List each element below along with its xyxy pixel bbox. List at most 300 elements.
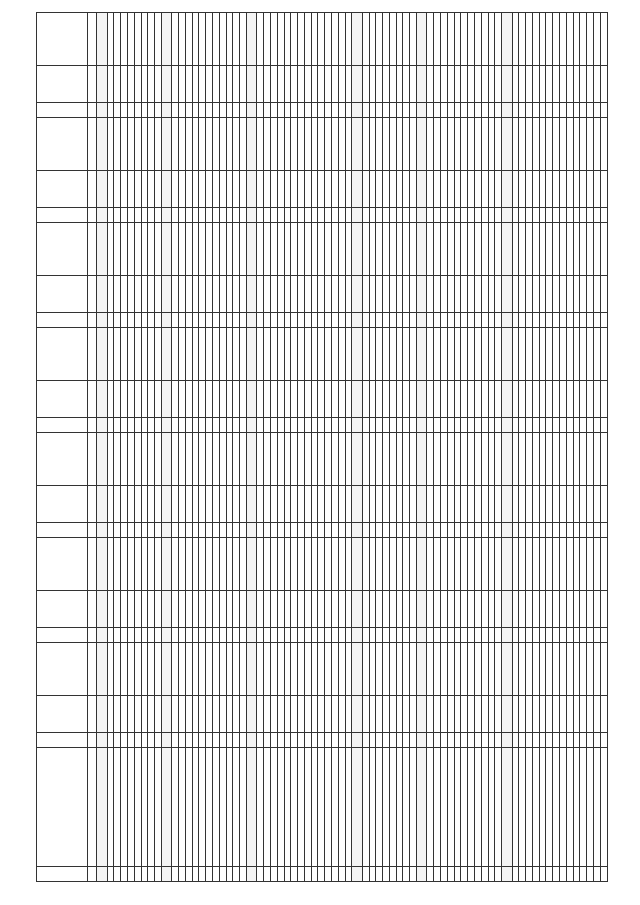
table-cell xyxy=(141,486,148,523)
table-cell xyxy=(434,13,441,66)
table-cell xyxy=(587,103,594,118)
table-cell xyxy=(532,208,539,223)
table-cell xyxy=(270,223,277,276)
table-cell xyxy=(291,313,298,328)
table-cell xyxy=(141,13,148,66)
table-cell xyxy=(447,733,454,748)
table-cell xyxy=(304,313,311,328)
table-cell xyxy=(134,748,141,867)
table-cell xyxy=(526,591,533,628)
table-cell xyxy=(114,208,121,223)
table-cell xyxy=(474,103,481,118)
table-cell xyxy=(206,381,213,418)
table-cell xyxy=(88,433,97,486)
table-cell xyxy=(88,103,97,118)
table-cell xyxy=(553,381,560,418)
table-cell xyxy=(141,523,148,538)
table-cell xyxy=(226,381,233,418)
table-cell xyxy=(199,328,206,381)
table-cell xyxy=(318,103,325,118)
table-cell xyxy=(233,418,240,433)
table-cell xyxy=(600,118,607,171)
table-cell xyxy=(233,696,240,733)
table-cell xyxy=(298,433,305,486)
table-cell xyxy=(172,418,179,433)
table-cell xyxy=(233,538,240,591)
table-cell xyxy=(560,208,567,223)
table-cell xyxy=(502,748,512,867)
table-cell xyxy=(185,381,192,418)
table-cell xyxy=(434,381,441,418)
table-cell xyxy=(219,486,226,523)
table-cell xyxy=(566,328,573,381)
table-cell xyxy=(291,538,298,591)
table-cell xyxy=(148,433,155,486)
table-cell xyxy=(362,171,369,208)
table-cell xyxy=(226,643,233,696)
table-cell xyxy=(172,696,179,733)
table-cell xyxy=(213,208,220,223)
table-row xyxy=(447,13,454,882)
table-cell xyxy=(461,118,468,171)
table-cell xyxy=(580,103,587,118)
table-cell xyxy=(376,223,383,276)
table-cell xyxy=(441,208,448,223)
table-cell xyxy=(474,171,481,208)
table-cell xyxy=(338,628,345,643)
table-cell xyxy=(454,523,461,538)
table-cell xyxy=(560,381,567,418)
table-cell xyxy=(427,418,434,433)
table-cell xyxy=(468,208,475,223)
table-cell xyxy=(121,66,128,103)
table-cell xyxy=(546,171,553,208)
table-cell xyxy=(369,381,376,418)
table-cell xyxy=(291,103,298,118)
table-cell xyxy=(553,118,560,171)
table-row xyxy=(127,13,134,882)
table-cell xyxy=(474,66,481,103)
table-cell xyxy=(481,748,488,867)
table-cell xyxy=(362,486,369,523)
table-cell xyxy=(526,538,533,591)
table-cell xyxy=(454,171,461,208)
table-cell xyxy=(291,523,298,538)
table-cell xyxy=(226,313,233,328)
table-cell xyxy=(219,867,226,882)
table-cell xyxy=(338,118,345,171)
table-row xyxy=(206,13,213,882)
table-cell xyxy=(580,418,587,433)
table-cell xyxy=(172,628,179,643)
table-cell xyxy=(311,103,318,118)
table-cell xyxy=(441,591,448,628)
table-cell xyxy=(114,523,121,538)
table-cell xyxy=(441,381,448,418)
table-cell xyxy=(240,591,247,628)
table-cell xyxy=(325,748,332,867)
table-row xyxy=(304,13,311,882)
table-cell xyxy=(338,486,345,523)
table-cell xyxy=(560,591,567,628)
table-cell xyxy=(403,171,410,208)
table-cell xyxy=(417,591,427,628)
table-cell xyxy=(88,628,97,643)
table-cell xyxy=(257,591,264,628)
table-cell xyxy=(403,103,410,118)
table-cell xyxy=(468,733,475,748)
table-cell xyxy=(37,538,88,591)
table-cell xyxy=(192,538,199,591)
table-cell xyxy=(539,523,546,538)
table-cell xyxy=(389,486,396,523)
table-row xyxy=(246,13,256,882)
table-cell xyxy=(114,381,121,418)
table-cell xyxy=(233,223,240,276)
table-row xyxy=(172,13,179,882)
table-cell xyxy=(488,171,495,208)
table-row xyxy=(291,13,298,882)
table-cell xyxy=(553,628,560,643)
table-cell xyxy=(311,748,318,867)
table-cell xyxy=(148,538,155,591)
table-cell xyxy=(37,208,88,223)
table-cell xyxy=(37,748,88,867)
table-cell xyxy=(427,103,434,118)
table-cell xyxy=(304,867,311,882)
table-cell xyxy=(495,276,502,313)
table-cell xyxy=(376,538,383,591)
table-cell xyxy=(369,328,376,381)
table-cell xyxy=(468,748,475,867)
table-cell xyxy=(383,591,390,628)
table-cell xyxy=(389,433,396,486)
table-cell xyxy=(298,538,305,591)
table-row xyxy=(213,13,220,882)
table-cell xyxy=(246,433,256,486)
table-cell xyxy=(107,13,114,66)
table-cell xyxy=(199,643,206,696)
table-cell xyxy=(240,381,247,418)
table-cell xyxy=(560,538,567,591)
table-cell xyxy=(593,208,600,223)
table-cell xyxy=(383,276,390,313)
table-cell xyxy=(155,523,162,538)
table-cell xyxy=(121,381,128,418)
table-cell xyxy=(199,223,206,276)
table-cell xyxy=(37,867,88,882)
table-cell xyxy=(427,328,434,381)
table-cell xyxy=(488,328,495,381)
table-cell xyxy=(298,733,305,748)
table-cell xyxy=(553,523,560,538)
table-cell xyxy=(219,118,226,171)
table-cell xyxy=(325,66,332,103)
table-cell xyxy=(107,381,114,418)
table-cell xyxy=(257,223,264,276)
table-cell xyxy=(417,208,427,223)
table-cell xyxy=(304,223,311,276)
table-cell xyxy=(185,643,192,696)
table-cell xyxy=(161,171,171,208)
table-cell xyxy=(88,328,97,381)
table-cell xyxy=(600,433,607,486)
table-cell xyxy=(434,171,441,208)
table-row xyxy=(298,13,305,882)
table-cell xyxy=(192,733,199,748)
table-cell xyxy=(566,171,573,208)
table-cell xyxy=(532,628,539,643)
table-cell xyxy=(264,381,271,418)
table-cell xyxy=(566,486,573,523)
table-cell xyxy=(192,696,199,733)
table-cell xyxy=(539,171,546,208)
table-cell xyxy=(495,696,502,733)
table-cell xyxy=(264,628,271,643)
table-cell xyxy=(277,313,284,328)
table-cell xyxy=(488,418,495,433)
table-row xyxy=(37,13,88,882)
table-cell xyxy=(97,733,107,748)
table-cell xyxy=(331,418,338,433)
table-cell xyxy=(206,733,213,748)
table-cell xyxy=(161,748,171,867)
table-cell xyxy=(383,328,390,381)
table-cell xyxy=(141,276,148,313)
table-cell xyxy=(185,523,192,538)
table-cell xyxy=(233,748,240,867)
table-cell xyxy=(454,328,461,381)
table-cell xyxy=(580,433,587,486)
table-row xyxy=(417,13,427,882)
table-cell xyxy=(338,643,345,696)
table-cell xyxy=(526,223,533,276)
table-cell xyxy=(488,208,495,223)
table-row xyxy=(519,13,526,882)
table-cell xyxy=(441,13,448,66)
table-cell xyxy=(345,867,352,882)
table-cell xyxy=(383,748,390,867)
table-cell xyxy=(270,643,277,696)
table-cell xyxy=(376,118,383,171)
table-cell xyxy=(291,748,298,867)
table-cell xyxy=(107,103,114,118)
table-cell xyxy=(580,696,587,733)
table-cell xyxy=(587,313,594,328)
table-cell xyxy=(434,733,441,748)
table-cell xyxy=(127,748,134,867)
table-cell xyxy=(155,867,162,882)
table-cell xyxy=(512,748,519,867)
table-cell xyxy=(331,628,338,643)
table-cell xyxy=(107,486,114,523)
table-cell xyxy=(97,628,107,643)
table-cell xyxy=(127,523,134,538)
table-cell xyxy=(403,643,410,696)
table-cell xyxy=(325,486,332,523)
table-cell xyxy=(148,208,155,223)
table-cell xyxy=(233,66,240,103)
table-cell xyxy=(546,591,553,628)
table-cell xyxy=(512,66,519,103)
table-cell xyxy=(383,418,390,433)
table-cell xyxy=(403,591,410,628)
table-cell xyxy=(291,591,298,628)
table-cell xyxy=(376,381,383,418)
table-cell xyxy=(532,591,539,628)
table-cell xyxy=(318,643,325,696)
table-cell xyxy=(338,591,345,628)
table-cell xyxy=(502,433,512,486)
table-cell xyxy=(192,208,199,223)
table-cell xyxy=(161,223,171,276)
table-cell xyxy=(213,748,220,867)
table-cell xyxy=(417,867,427,882)
table-cell xyxy=(37,381,88,418)
table-cell xyxy=(383,103,390,118)
table-cell xyxy=(257,418,264,433)
table-cell xyxy=(179,628,186,643)
table-cell xyxy=(298,486,305,523)
table-cell xyxy=(461,643,468,696)
table-cell xyxy=(427,696,434,733)
table-cell xyxy=(352,628,362,643)
table-cell xyxy=(257,276,264,313)
table-cell xyxy=(291,733,298,748)
table-cell xyxy=(199,276,206,313)
table-cell xyxy=(37,418,88,433)
table-cell xyxy=(172,523,179,538)
table-cell xyxy=(88,13,97,66)
table-cell xyxy=(389,66,396,103)
table-cell xyxy=(560,171,567,208)
table-cell xyxy=(481,171,488,208)
table-cell xyxy=(199,628,206,643)
table-cell xyxy=(468,328,475,381)
table-cell xyxy=(383,433,390,486)
table-cell xyxy=(474,418,481,433)
table-cell xyxy=(311,696,318,733)
table-cell xyxy=(179,118,186,171)
table-cell xyxy=(141,748,148,867)
table-cell xyxy=(277,867,284,882)
table-cell xyxy=(553,433,560,486)
table-cell xyxy=(172,171,179,208)
table-row xyxy=(179,13,186,882)
table-cell xyxy=(519,171,526,208)
table-row xyxy=(192,13,199,882)
table-row xyxy=(481,13,488,882)
table-cell xyxy=(219,696,226,733)
table-cell xyxy=(206,171,213,208)
table-cell xyxy=(134,381,141,418)
table-cell xyxy=(331,208,338,223)
table-cell xyxy=(593,433,600,486)
table-cell xyxy=(352,103,362,118)
table-cell xyxy=(277,733,284,748)
table-cell xyxy=(495,313,502,328)
table-cell xyxy=(410,66,417,103)
table-cell xyxy=(345,13,352,66)
table-cell xyxy=(161,208,171,223)
table-cell xyxy=(240,433,247,486)
table-cell xyxy=(481,628,488,643)
table-cell xyxy=(88,643,97,696)
table-row xyxy=(454,13,461,882)
table-cell xyxy=(114,696,121,733)
table-cell xyxy=(546,867,553,882)
table-cell xyxy=(199,13,206,66)
table-cell xyxy=(97,696,107,733)
table-cell xyxy=(560,696,567,733)
table-cell xyxy=(389,538,396,591)
table-cell xyxy=(546,418,553,433)
table-cell xyxy=(532,381,539,418)
table-cell xyxy=(546,276,553,313)
table-cell xyxy=(362,591,369,628)
table-cell xyxy=(468,643,475,696)
table-cell xyxy=(172,381,179,418)
table-cell xyxy=(206,276,213,313)
table-cell xyxy=(532,867,539,882)
table-cell xyxy=(219,13,226,66)
table-cell xyxy=(233,171,240,208)
table-cell xyxy=(352,276,362,313)
table-cell xyxy=(396,313,403,328)
table-cell xyxy=(352,867,362,882)
table-row xyxy=(376,13,383,882)
table-cell xyxy=(580,276,587,313)
table-cell xyxy=(573,538,580,591)
table-cell xyxy=(553,313,560,328)
table-cell xyxy=(155,13,162,66)
table-cell xyxy=(532,523,539,538)
table-cell xyxy=(441,276,448,313)
table-cell xyxy=(587,66,594,103)
table-cell xyxy=(121,486,128,523)
table-cell xyxy=(566,867,573,882)
table-cell xyxy=(127,208,134,223)
table-cell xyxy=(199,313,206,328)
table-cell xyxy=(298,171,305,208)
table-cell xyxy=(233,118,240,171)
table-cell xyxy=(468,867,475,882)
table-cell xyxy=(362,733,369,748)
table-cell xyxy=(185,733,192,748)
table-cell xyxy=(600,538,607,591)
table-cell xyxy=(311,538,318,591)
table-cell xyxy=(481,118,488,171)
table-cell xyxy=(403,867,410,882)
table-cell xyxy=(331,66,338,103)
table-cell xyxy=(277,381,284,418)
table-cell xyxy=(199,103,206,118)
table-cell xyxy=(519,276,526,313)
table-row xyxy=(468,13,475,882)
table-cell xyxy=(369,433,376,486)
table-cell xyxy=(206,66,213,103)
table-cell xyxy=(454,748,461,867)
table-cell xyxy=(600,223,607,276)
table-cell xyxy=(474,313,481,328)
table-cell xyxy=(97,208,107,223)
table-cell xyxy=(161,13,171,66)
table-cell xyxy=(580,66,587,103)
table-cell xyxy=(199,418,206,433)
table-cell xyxy=(519,223,526,276)
table-cell xyxy=(161,313,171,328)
table-cell xyxy=(233,591,240,628)
